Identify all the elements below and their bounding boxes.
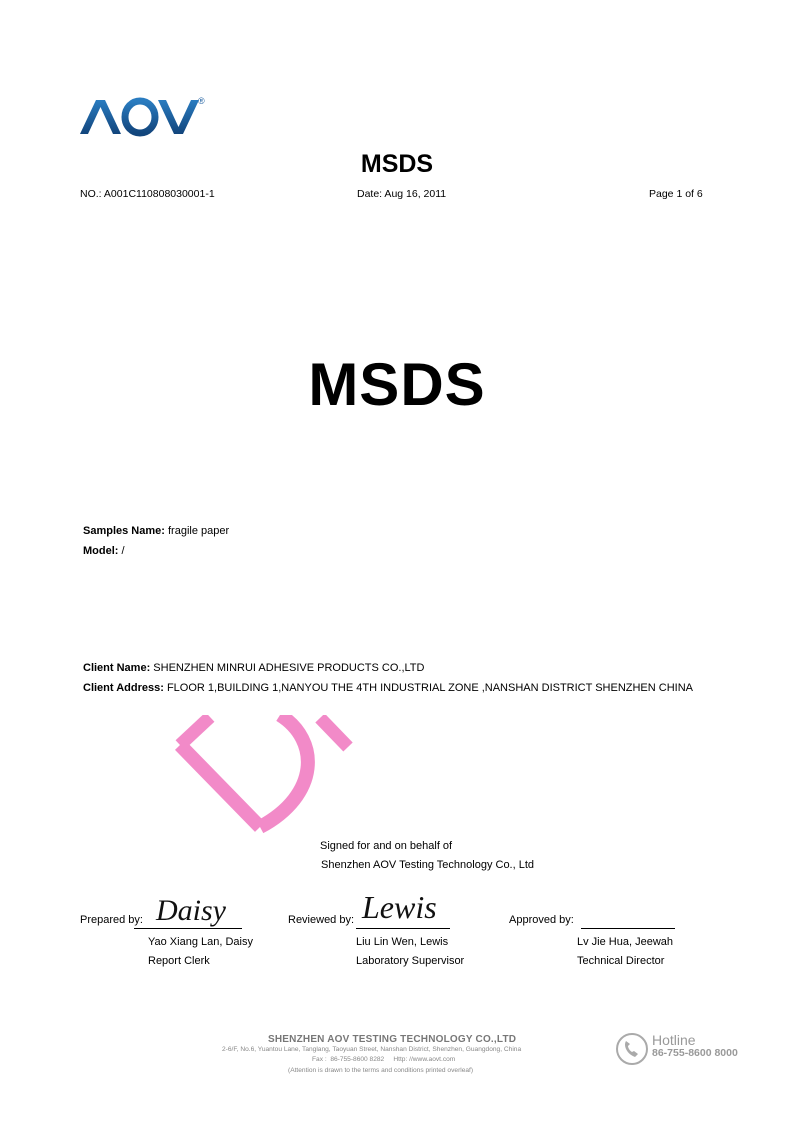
prepared-signature <box>150 884 240 934</box>
signed-for-text: Signed for and on behalf of <box>320 840 453 852</box>
reviewed-name: Liu Lin Wen, Lewis <box>356 936 449 948</box>
footer-fax: Fax : 86-755-8600 8282 Http: //www.aovt.com <box>312 1056 456 1063</box>
client-address-label: Client Address: <box>83 682 164 694</box>
model-label: Model: <box>83 545 119 557</box>
prepared-signature-text: Daisy <box>156 894 226 927</box>
client-name-value: SHENZHEN MINRUI ADHESIVE PRODUCTS CO.,LTD <box>150 662 425 674</box>
page-indicator: Page 1 of 6 <box>649 188 703 200</box>
phone-icon <box>615 1032 649 1066</box>
client-address-row <box>83 682 693 694</box>
approved-title: Technical Director <box>577 955 665 967</box>
signed-company: Shenzhen AOV Testing Technology Co., Ltd <box>321 859 535 871</box>
report-number: NO.: A001C110808030001-1 <box>80 188 215 200</box>
pink-stamp-mark <box>170 715 360 840</box>
reviewed-title: Laboratory Supervisor <box>356 955 465 967</box>
document-title: MSDS <box>360 150 434 178</box>
hotline-label: Hotline <box>652 1032 696 1048</box>
reviewed-signature <box>358 880 453 930</box>
footer-address: 2-6/F, No.6, Yuantou Lane, Tanglang, Taoyuan Street, Nanshan District, Shenzhen, Guangdong, China <box>222 1046 522 1053</box>
approved-by-label: Approved by: <box>509 914 574 926</box>
footer-company: SHENZHEN AOV TESTING TECHNOLOGY CO.,LTD <box>268 1034 517 1045</box>
samples-name-value: fragile paper <box>164 525 230 537</box>
report-date: Date: Aug 16, 2011 <box>357 188 447 200</box>
prepared-title: Report Clerk <box>148 955 210 967</box>
samples-name-label: Samples Name: <box>83 525 165 537</box>
model-value: / <box>118 545 125 557</box>
svg-text:®: ® <box>198 96 205 106</box>
reviewed-by-label: Reviewed by: <box>288 914 355 926</box>
client-name-row <box>83 662 424 674</box>
model-row <box>83 545 125 557</box>
prepared-by-label: Prepared by: <box>80 914 143 926</box>
cover-title: MSDS <box>308 351 486 418</box>
client-address-value: FLOOR 1,BUILDING 1,NANYOU THE 4TH INDUSTRIAL ZONE ,NANSHAN DISTRICT SHENZHEN CHINA <box>163 682 693 694</box>
footer-attention: (Attention is drawn to the terms and conditions printed overleaf) <box>288 1067 474 1074</box>
approved-name: Lv Jie Hua, Jeewah <box>577 936 673 948</box>
aov-logo <box>78 92 210 138</box>
client-name-label: Client Name: <box>83 662 151 674</box>
prepared-name: Yao Xiang Lan, Daisy <box>148 936 253 948</box>
hotline-number: 86-755-8600 8000 <box>652 1047 738 1059</box>
reviewed-signature-text: Lewis <box>362 889 437 925</box>
approved-signature-line <box>581 928 675 929</box>
samples-name-row <box>83 525 229 537</box>
